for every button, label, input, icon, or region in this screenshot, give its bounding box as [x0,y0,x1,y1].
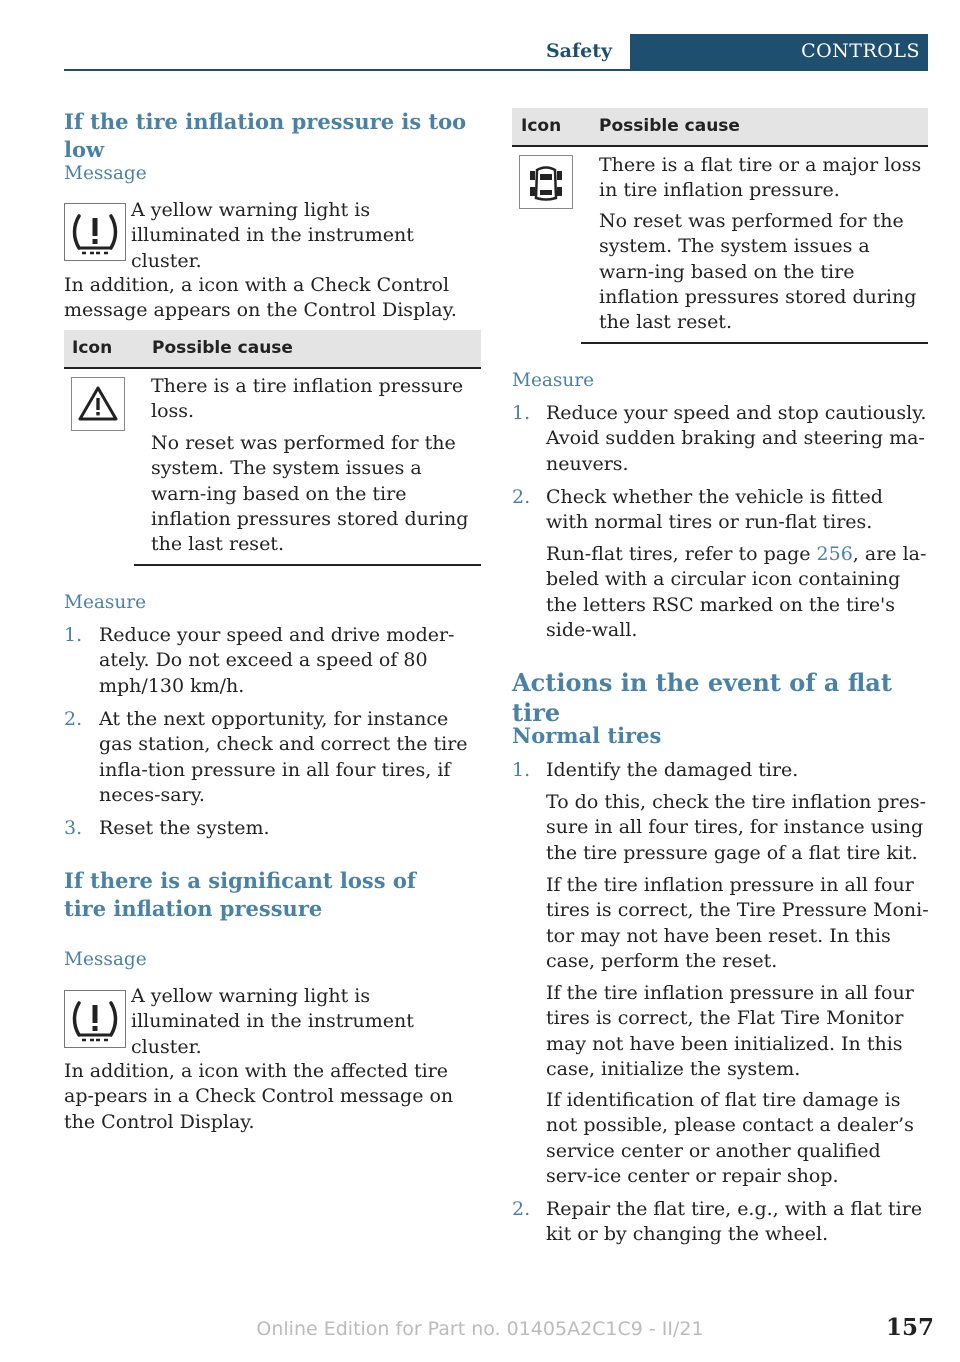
measure-label: Measure [64,592,147,613]
list-number: 3. [64,817,83,839]
cause-text-2: No reset was performed for the system. The system issues a warn-ing based on the tire inflation pressures stored during the last reset. [151,432,469,556]
page-number: 157 [886,1314,935,1341]
table-header [512,108,928,145]
warning-text: A yellow warning light is illuminated in the instrument cluster. [131,199,414,272]
flat-tire-actions-heading: Actions in the event of a flat tire [512,668,892,727]
cause-text-1: There is a tire inflation pressure loss. [151,375,464,423]
list-number: 1. [64,624,83,646]
footer-edition: Online Edition for Part no. 01405A2C1C9 - II/21 [256,1318,704,1340]
warning-triangle-icon [71,377,125,431]
list-item: Reduce your speed and drive moder-ately. Do not exceed a speed of 80 mph/130 km/h. [99,624,455,697]
list-item-note: If identification of flat tire damage is not possible, please contact a dealer’s service center or another qualified serv-ice center or repair shop. [546,1089,914,1187]
list-item: Repair the flat tire, e.g., with a flat tire kit or by changing the wheel. [546,1198,923,1246]
table-rule [512,145,928,147]
addition-text: In addition, a icon with a Check Control message appears on the Control Display. [64,274,457,322]
page-reference-link[interactable]: 256 [816,543,853,565]
car-flat-tire-icon [519,155,573,209]
list-item: Check whether the vehicle is fitted with normal tires or run-flat tires. [546,486,883,534]
header-section: Safety [545,40,613,62]
list-number: 2. [64,708,83,730]
list-item-note: To do this, check the tire inflation pres-sure in all four tires, for instance using the tire pressure gage of a flat tire kit. [546,791,927,864]
list-item: Reset the system. [99,817,270,839]
list-number: 2. [512,486,531,508]
table-rule [64,367,481,369]
col-cause-header: Possible cause [599,116,740,136]
low-pressure-heading: If the tire inflation pressure is too low [64,109,467,162]
header-chapter: CONTROLS [630,34,928,71]
measure-label: Measure [512,370,595,391]
list-number: 1. [512,759,531,781]
list-item-note [546,542,930,643]
cause-text-2: No reset was performed for the system. The system issues a warn-ing based on the tire inflation pressures stored during the last reset. [599,210,917,334]
table-bottom-rule [581,342,928,344]
col-icon-header: Icon [72,338,113,358]
list-item: At the next opportunity, for instance gas station, check and correct the tire infla-tion pressure in all four tires, if neces-sary. [99,708,468,806]
tire-pressure-warning-icon [64,990,126,1048]
col-icon-header: Icon [521,116,562,136]
normal-tires-heading: Normal tires [512,723,662,748]
message-label: Message [64,949,147,970]
addition-text: In addition, a icon with the affected tire ap-pears in a Check Control message on the Control Display. [64,1060,454,1133]
table-bottom-rule [134,564,481,566]
table-header [64,330,481,367]
list-number: 2. [512,1198,531,1220]
significant-loss-heading: If there is a significant loss of tire inflation pressure [64,868,416,921]
list-item-note: If the tire inflation pressure in all four tires is correct, the Flat Tire Monitor may not have been initialized. In this case, initialize the system. [546,982,914,1080]
list-item: Reduce your speed and stop cautiously. Avoid sudden braking and steering ma-neuvers. [546,402,927,475]
note-text: , are la-beled with a circular icon containing the letters RSC marked on the tire's side-wall. [546,543,927,641]
tire-pressure-warning-icon [64,203,126,261]
warning-text: A yellow warning light is illuminated in the instrument cluster. [131,985,414,1058]
col-cause-header: Possible cause [152,338,293,358]
list-number: 1. [512,402,531,424]
message-label: Message [64,163,147,184]
header-rule [64,69,928,71]
list-item-note: If the tire inflation pressure in all four tires is correct, the Tire Pressure Moni-tor may not have been reset. In this case, perform the reset. [546,874,929,972]
list-item: Identify the damaged tire. [546,759,799,781]
cause-text-1: There is a flat tire or a major loss in tire inflation pressure. [599,154,922,202]
note-text: Run-flat tires, refer to page [546,543,817,565]
